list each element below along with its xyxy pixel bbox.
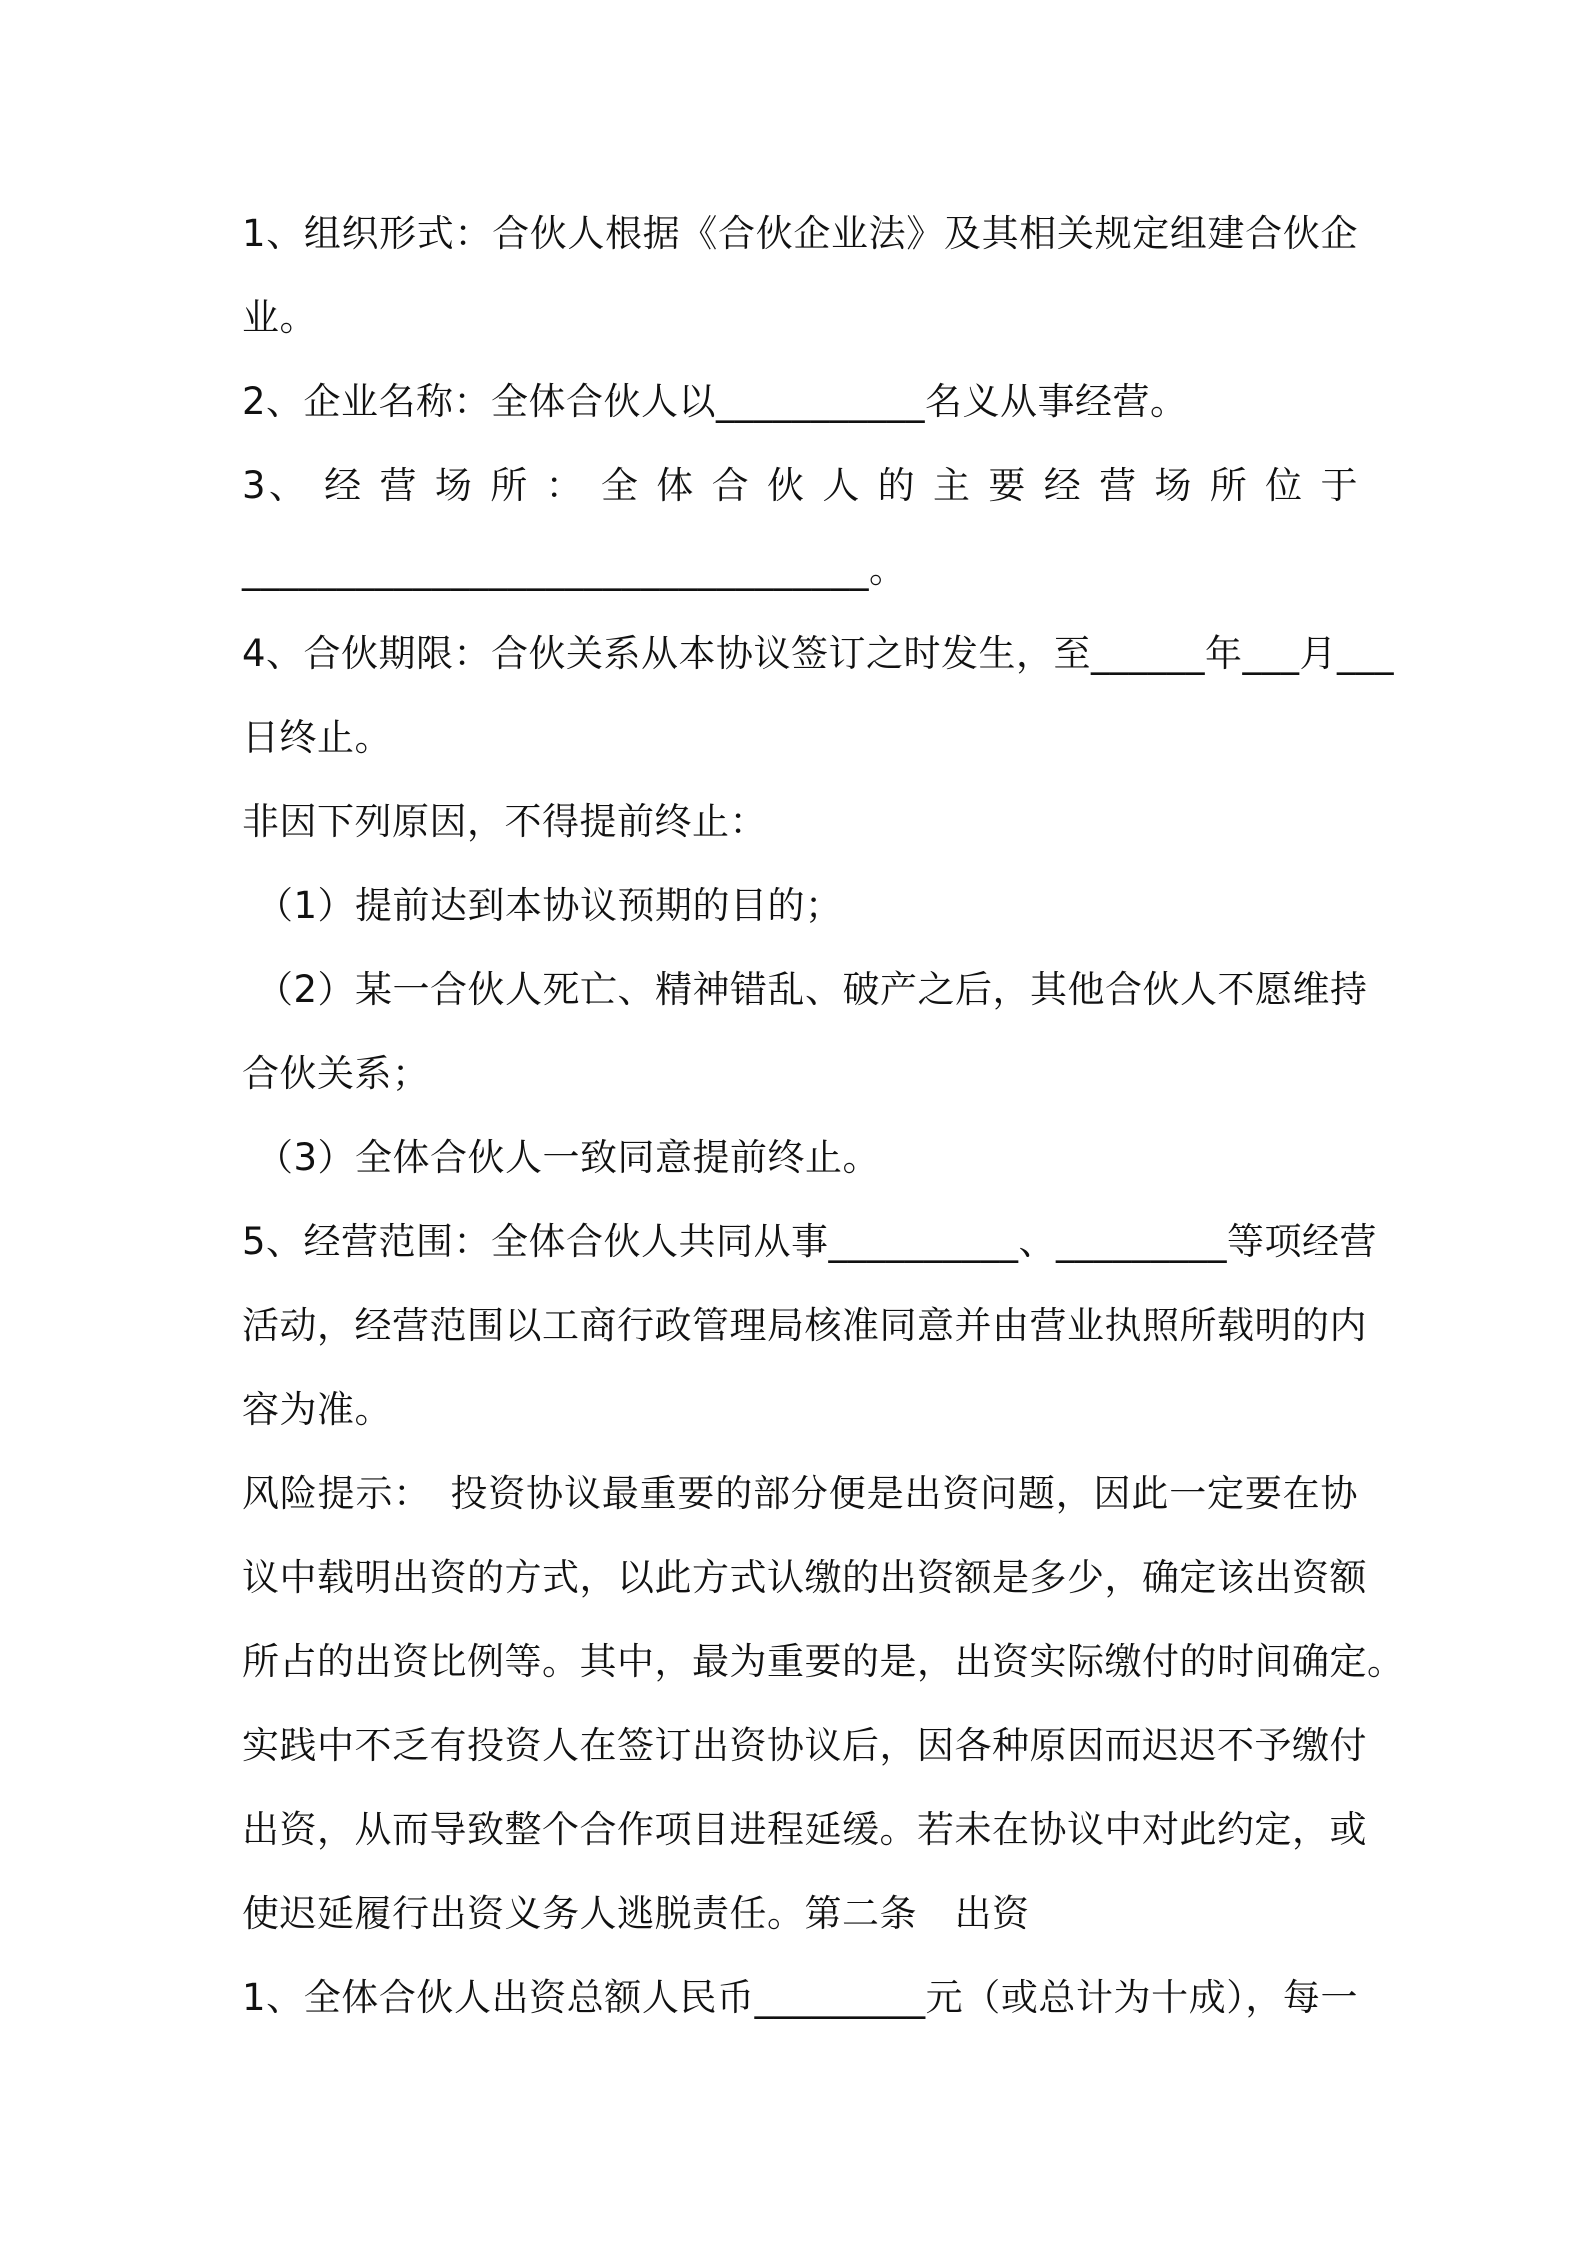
text-line: 合伙关系； bbox=[242, 1052, 430, 1095]
text-line: 业。 bbox=[242, 296, 317, 339]
text-line: 5、经营范围：全体合伙人共同从事__________、_________等项经营 bbox=[242, 1220, 1378, 1263]
document-page bbox=[242, 192, 1405, 2040]
text-line: 日终止。 bbox=[242, 716, 392, 759]
text-line: （1）提前达到本协议预期的目的； bbox=[256, 884, 843, 927]
text-line: 容为准。 bbox=[242, 1388, 392, 1431]
text-line: 4、合伙期限：合伙关系从本协议签订之时发生，至______年___月___ bbox=[242, 632, 1395, 675]
text-line: 1、全体合伙人出资总额人民币_________元（或总计为十成），每一 bbox=[242, 1976, 1358, 2019]
text-line: 所占的出资比例等。其中，最为重要的是，出资实际缴付的时间确定。 bbox=[242, 1640, 1405, 1683]
text-line: （2）某一合伙人死亡、精神错乱、破产之后，其他合伙人不愿维持 bbox=[256, 968, 1368, 1011]
text-line: _________________________________。 bbox=[242, 548, 907, 591]
text-line: 3、 经 营 场 所 ： 全 体 合 伙 人 的 主 要 经 营 场 所 位 于 bbox=[242, 464, 1358, 507]
text-line: 实践中不乏有投资人在签订出资协议后，因各种原因而迟迟不予缴付 bbox=[242, 1724, 1367, 1767]
text-line: 出资，从而导致整个合作项目进程延缓。若未在协议中对此约定，或 bbox=[242, 1808, 1367, 1851]
text-line: 议中载明出资的方式，以此方式认缴的出资额是多少，确定该出资额 bbox=[242, 1556, 1367, 1599]
text-line: 风险提示： 投资协议最重要的部分便是出资问题，因此一定要在协 bbox=[242, 1472, 1358, 1515]
text-line: 1、组织形式：合伙人根据《合伙企业法》及其相关规定组建合伙企 bbox=[242, 212, 1358, 255]
text-line: （3）全体合伙人一致同意提前终止。 bbox=[256, 1136, 881, 1179]
text-line: 使迟延履行出资义务人逃脱责任。第二条 出资 bbox=[242, 1892, 1030, 1935]
text-line: 2、企业名称：全体合伙人以___________名义从事经营。 bbox=[242, 380, 1188, 423]
text-line: 非因下列原因，不得提前终止： bbox=[242, 800, 767, 843]
text-line: 活动，经营范围以工商行政管理局核准同意并由营业执照所载明的内 bbox=[242, 1304, 1367, 1347]
